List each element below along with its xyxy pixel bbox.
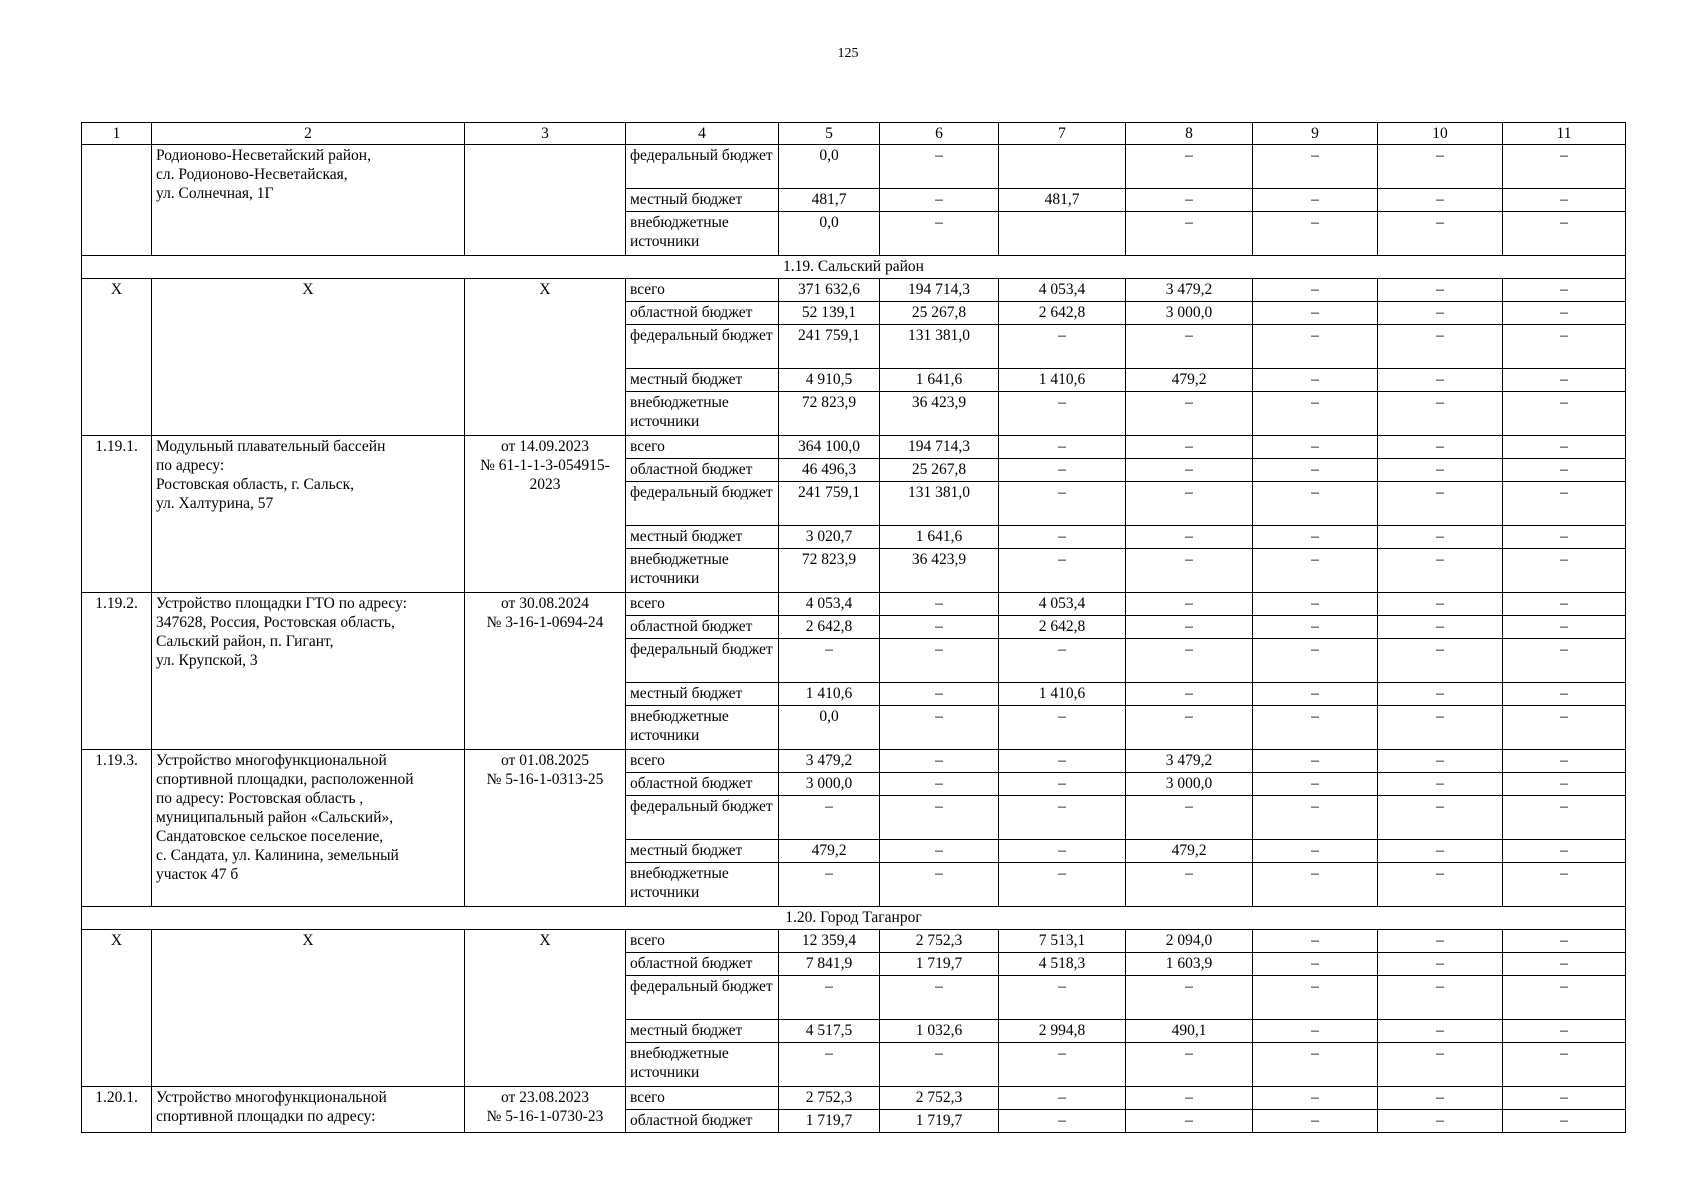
value-cell-col-6: – — [880, 145, 999, 189]
funding-source: федеральный бюджет — [626, 482, 779, 526]
value-cell-col-5: 241 759,1 — [779, 325, 880, 369]
value-cell-col-6: 131 381,0 — [880, 325, 999, 369]
value-cell-col-10: – — [1378, 189, 1503, 212]
value-cell-col-11: – — [1503, 392, 1626, 436]
header-cell-7: 7 — [999, 123, 1126, 145]
value-cell-col-7: – — [999, 773, 1126, 796]
header-cell-3: 3 — [465, 123, 626, 145]
value-cell-col-11: – — [1503, 1020, 1626, 1043]
header-cell-11: 11 — [1503, 123, 1626, 145]
value-cell-col-7: – — [999, 976, 1126, 1020]
funding-source: федеральный бюджет — [626, 639, 779, 683]
value-cell-col-10: – — [1378, 325, 1503, 369]
value-cell-col-5: 4 910,5 — [779, 369, 880, 392]
value-cell-col-6: – — [880, 840, 999, 863]
value-cell-col-10: – — [1378, 549, 1503, 593]
value-cell-col-11: – — [1503, 436, 1626, 459]
item-number — [82, 145, 152, 256]
value-cell-col-9: – — [1253, 392, 1378, 436]
value-cell-col-5: 479,2 — [779, 840, 880, 863]
value-cell-col-8: – — [1126, 482, 1253, 526]
funding-source: областной бюджет — [626, 616, 779, 639]
value-cell-col-5: – — [779, 976, 880, 1020]
funding-source: всего — [626, 1087, 779, 1110]
item-name: X — [152, 930, 465, 1087]
value-cell-col-7 — [999, 145, 1126, 189]
value-cell-col-10: – — [1378, 639, 1503, 683]
value-cell-col-11: – — [1503, 325, 1626, 369]
value-cell-col-9: – — [1253, 930, 1378, 953]
value-cell-col-11: – — [1503, 773, 1626, 796]
value-cell-col-7: 2 642,8 — [999, 616, 1126, 639]
value-cell-col-6: 25 267,8 — [880, 459, 999, 482]
funding-source: внебюджетные источники — [626, 392, 779, 436]
value-cell-col-11: – — [1503, 683, 1626, 706]
value-cell-col-5: 3 000,0 — [779, 773, 880, 796]
value-cell-col-10: – — [1378, 436, 1503, 459]
value-cell-col-9: – — [1253, 616, 1378, 639]
value-cell-col-8: – — [1126, 796, 1253, 840]
value-cell-col-6: – — [880, 796, 999, 840]
value-cell-col-9: – — [1253, 863, 1378, 907]
funding-source: местный бюджет — [626, 683, 779, 706]
funding-source: местный бюджет — [626, 1020, 779, 1043]
header-cell-2: 2 — [152, 123, 465, 145]
value-cell-col-7: – — [999, 706, 1126, 750]
value-cell-col-5: – — [779, 639, 880, 683]
item-number: X — [82, 930, 152, 1087]
value-cell-col-7: – — [999, 526, 1126, 549]
value-cell-col-11: – — [1503, 145, 1626, 189]
value-cell-col-5: 1 410,6 — [779, 683, 880, 706]
value-cell-col-11: – — [1503, 616, 1626, 639]
value-cell-col-8: – — [1126, 189, 1253, 212]
value-cell-col-6: 1 719,7 — [880, 953, 999, 976]
value-cell-col-10: – — [1378, 526, 1503, 549]
value-cell-col-6: – — [880, 706, 999, 750]
header-cell-9: 9 — [1253, 123, 1378, 145]
funding-source: областной бюджет — [626, 459, 779, 482]
value-cell-col-7: – — [999, 1087, 1126, 1110]
funding-source: всего — [626, 436, 779, 459]
funding-source: местный бюджет — [626, 526, 779, 549]
funding-source: внебюджетные источники — [626, 549, 779, 593]
value-cell-col-10: – — [1378, 369, 1503, 392]
value-cell-col-7: – — [999, 639, 1126, 683]
value-cell-col-5: 46 496,3 — [779, 459, 880, 482]
value-cell-col-10: – — [1378, 279, 1503, 302]
value-cell-col-7: – — [999, 325, 1126, 369]
funding-source: внебюджетные источники — [626, 1043, 779, 1087]
value-cell-col-7 — [999, 212, 1126, 256]
value-cell-col-6: – — [880, 863, 999, 907]
value-cell-col-9: – — [1253, 1110, 1378, 1133]
item-number: 1.19.2. — [82, 593, 152, 750]
funding-source: областной бюджет — [626, 302, 779, 325]
value-cell-col-10: – — [1378, 593, 1503, 616]
value-cell-col-7: – — [999, 1110, 1126, 1133]
value-cell-col-10: – — [1378, 1110, 1503, 1133]
value-cell-col-6: 2 752,3 — [880, 1087, 999, 1110]
value-cell-col-9: – — [1253, 683, 1378, 706]
page-number: 125 — [837, 46, 859, 61]
value-cell-col-6: – — [880, 639, 999, 683]
value-cell-col-9: – — [1253, 1087, 1378, 1110]
value-cell-col-6: 25 267,8 — [880, 302, 999, 325]
value-cell-col-8: – — [1126, 436, 1253, 459]
value-cell-col-9: – — [1253, 325, 1378, 369]
value-cell-col-9: – — [1253, 593, 1378, 616]
value-cell-col-7: – — [999, 392, 1126, 436]
value-cell-col-7: – — [999, 840, 1126, 863]
item-number: 1.20.1. — [82, 1087, 152, 1133]
section-title: 1.20. Город Таганрог — [82, 907, 1626, 930]
value-cell-col-7: 1 410,6 — [999, 369, 1126, 392]
value-cell-col-5: 3 479,2 — [779, 750, 880, 773]
value-cell-col-11: – — [1503, 1087, 1626, 1110]
funding-source: местный бюджет — [626, 189, 779, 212]
header-cell-6: 6 — [880, 123, 999, 145]
funding-source: федеральный бюджет — [626, 976, 779, 1020]
table-row — [82, 279, 1626, 302]
value-cell-col-7: – — [999, 1043, 1126, 1087]
value-cell-col-11: – — [1503, 976, 1626, 1020]
value-cell-col-9: – — [1253, 549, 1378, 593]
value-cell-col-8: 2 094,0 — [1126, 930, 1253, 953]
table-row — [82, 593, 1626, 616]
value-cell-col-11: – — [1503, 526, 1626, 549]
value-cell-col-7: – — [999, 796, 1126, 840]
section-title: 1.19. Сальский район — [82, 256, 1626, 279]
item-document: от 23.08.2023 № 5-16-1-0730-23 — [465, 1087, 626, 1133]
funding-source: местный бюджет — [626, 369, 779, 392]
value-cell-col-6: – — [880, 1043, 999, 1087]
funding-source: всего — [626, 593, 779, 616]
value-cell-col-6: – — [880, 593, 999, 616]
value-cell-col-7: 7 513,1 — [999, 930, 1126, 953]
value-cell-col-6: 1 032,6 — [880, 1020, 999, 1043]
value-cell-col-9: – — [1253, 145, 1378, 189]
value-cell-col-10: – — [1378, 840, 1503, 863]
value-cell-col-5: 364 100,0 — [779, 436, 880, 459]
value-cell-col-9: – — [1253, 302, 1378, 325]
value-cell-col-10: – — [1378, 953, 1503, 976]
value-cell-col-9: – — [1253, 526, 1378, 549]
value-cell-col-10: – — [1378, 145, 1503, 189]
value-cell-col-5: 1 719,7 — [779, 1110, 880, 1133]
item-name: Устройство многофункциональной спортивной площадки по адресу: — [152, 1087, 465, 1133]
header-cell-4: 4 — [626, 123, 779, 145]
value-cell-col-6: – — [880, 773, 999, 796]
value-cell-col-5: 12 359,4 — [779, 930, 880, 953]
value-cell-col-11: – — [1503, 212, 1626, 256]
value-cell-col-6: – — [880, 616, 999, 639]
item-name: X — [152, 279, 465, 436]
value-cell-col-10: – — [1378, 482, 1503, 526]
value-cell-col-10: – — [1378, 392, 1503, 436]
value-cell-col-8: – — [1126, 639, 1253, 683]
value-cell-col-10: – — [1378, 796, 1503, 840]
table-row — [82, 436, 1626, 459]
item-name: Родионово-Несветайский район, сл. Родионово-Несветайская, ул. Солнечная, 1Г — [152, 145, 465, 256]
funding-source: внебюджетные источники — [626, 863, 779, 907]
value-cell-col-8: – — [1126, 593, 1253, 616]
section-row — [82, 256, 1626, 279]
value-cell-col-8: – — [1126, 459, 1253, 482]
value-cell-col-8: – — [1126, 325, 1253, 369]
value-cell-col-8: – — [1126, 526, 1253, 549]
value-cell-col-7: 1 410,6 — [999, 683, 1126, 706]
value-cell-col-5: – — [779, 796, 880, 840]
section-row — [82, 907, 1626, 930]
item-name: Устройство многофункциональной спортивной площадки, расположенной по адресу: Ростовская область , муниципальный район «Сальский», Сандатовское сельское поселение, с. Сандата, ул. Калинина, земельный участок 47 б — [152, 750, 465, 907]
value-cell-col-5: 0,0 — [779, 212, 880, 256]
funding-source: всего — [626, 279, 779, 302]
value-cell-col-10: – — [1378, 212, 1503, 256]
value-cell-col-7: – — [999, 750, 1126, 773]
value-cell-col-9: – — [1253, 953, 1378, 976]
header-row — [82, 123, 1626, 145]
funding-source: внебюджетные источники — [626, 212, 779, 256]
value-cell-col-7: 4 053,4 — [999, 279, 1126, 302]
header-cell-10: 10 — [1378, 123, 1503, 145]
funding-source: внебюджетные источники — [626, 706, 779, 750]
value-cell-col-8: 479,2 — [1126, 369, 1253, 392]
header-cell-5: 5 — [779, 123, 880, 145]
value-cell-col-11: – — [1503, 750, 1626, 773]
value-cell-col-6: – — [880, 976, 999, 1020]
value-cell-col-5: 7 841,9 — [779, 953, 880, 976]
value-cell-col-7: 4 053,4 — [999, 593, 1126, 616]
value-cell-col-5: 72 823,9 — [779, 549, 880, 593]
value-cell-col-9: – — [1253, 279, 1378, 302]
value-cell-col-11: – — [1503, 863, 1626, 907]
value-cell-col-9: – — [1253, 639, 1378, 683]
value-cell-col-7: 2 642,8 — [999, 302, 1126, 325]
value-cell-col-9: – — [1253, 482, 1378, 526]
funding-source: федеральный бюджет — [626, 145, 779, 189]
item-name: Устройство площадки ГТО по адресу: 347628, Россия, Ростовская область, Сальский район, п. Гигант, ул. Крупской, 3 — [152, 593, 465, 750]
header-cell-1: 1 — [82, 123, 152, 145]
value-cell-col-10: – — [1378, 302, 1503, 325]
value-cell-col-5: 241 759,1 — [779, 482, 880, 526]
value-cell-col-10: – — [1378, 750, 1503, 773]
value-cell-col-11: – — [1503, 279, 1626, 302]
value-cell-col-9: – — [1253, 840, 1378, 863]
value-cell-col-7: 481,7 — [999, 189, 1126, 212]
value-cell-col-9: – — [1253, 189, 1378, 212]
item-document: от 30.08.2024 № 3-16-1-0694-24 — [465, 593, 626, 750]
value-cell-col-11: – — [1503, 706, 1626, 750]
value-cell-col-9: – — [1253, 459, 1378, 482]
value-cell-col-5: 2 642,8 — [779, 616, 880, 639]
value-cell-col-9: – — [1253, 212, 1378, 256]
funding-source: областной бюджет — [626, 773, 779, 796]
value-cell-col-11: – — [1503, 549, 1626, 593]
value-cell-col-10: – — [1378, 616, 1503, 639]
value-cell-col-8: – — [1126, 1110, 1253, 1133]
value-cell-col-7: – — [999, 482, 1126, 526]
value-cell-col-11: – — [1503, 639, 1626, 683]
funding-source: всего — [626, 930, 779, 953]
value-cell-col-6: – — [880, 212, 999, 256]
value-cell-col-10: – — [1378, 930, 1503, 953]
value-cell-col-5: 481,7 — [779, 189, 880, 212]
value-cell-col-6: 1 641,6 — [880, 526, 999, 549]
value-cell-col-8: – — [1126, 863, 1253, 907]
value-cell-col-10: – — [1378, 1043, 1503, 1087]
value-cell-col-6: 1 719,7 — [880, 1110, 999, 1133]
value-cell-col-8: 3 000,0 — [1126, 302, 1253, 325]
funding-source: федеральный бюджет — [626, 325, 779, 369]
value-cell-col-6: – — [880, 750, 999, 773]
item-name: Модульный плавательный бассейн по адресу: Ростовская область, г. Сальск, ул. Халтурина, 57 — [152, 436, 465, 593]
value-cell-col-6: 36 423,9 — [880, 392, 999, 436]
funding-source: областной бюджет — [626, 1110, 779, 1133]
funding-source: областной бюджет — [626, 953, 779, 976]
table-row — [82, 750, 1626, 773]
value-cell-col-5: 371 632,6 — [779, 279, 880, 302]
item-number: 1.19.3. — [82, 750, 152, 907]
funding-source: федеральный бюджет — [626, 796, 779, 840]
item-number: X — [82, 279, 152, 436]
funding-source: местный бюджет — [626, 840, 779, 863]
value-cell-col-10: – — [1378, 863, 1503, 907]
value-cell-col-7: – — [999, 549, 1126, 593]
value-cell-col-10: – — [1378, 459, 1503, 482]
value-cell-col-7: – — [999, 436, 1126, 459]
value-cell-col-8: 490,1 — [1126, 1020, 1253, 1043]
table-row — [82, 1087, 1626, 1110]
value-cell-col-10: – — [1378, 773, 1503, 796]
value-cell-col-8: – — [1126, 976, 1253, 1020]
value-cell-col-7: 2 994,8 — [999, 1020, 1126, 1043]
header-cell-8: 8 — [1126, 123, 1253, 145]
value-cell-col-11: – — [1503, 482, 1626, 526]
value-cell-col-10: – — [1378, 1020, 1503, 1043]
value-cell-col-11: – — [1503, 1043, 1626, 1087]
value-cell-col-8: – — [1126, 212, 1253, 256]
value-cell-col-8: 3 479,2 — [1126, 750, 1253, 773]
value-cell-col-8: – — [1126, 1087, 1253, 1110]
value-cell-col-5: 4 517,5 — [779, 1020, 880, 1043]
value-cell-col-11: – — [1503, 369, 1626, 392]
value-cell-col-9: – — [1253, 796, 1378, 840]
value-cell-col-11: – — [1503, 189, 1626, 212]
value-cell-col-7: – — [999, 863, 1126, 907]
value-cell-col-6: – — [880, 683, 999, 706]
value-cell-col-9: – — [1253, 436, 1378, 459]
value-cell-col-9: – — [1253, 369, 1378, 392]
item-document — [465, 145, 626, 256]
value-cell-col-5: 3 020,7 — [779, 526, 880, 549]
value-cell-col-6: 194 714,3 — [880, 279, 999, 302]
value-cell-col-10: – — [1378, 976, 1503, 1020]
value-cell-col-6: 194 714,3 — [880, 436, 999, 459]
value-cell-col-10: – — [1378, 706, 1503, 750]
funding-source: всего — [626, 750, 779, 773]
value-cell-col-5: 72 823,9 — [779, 392, 880, 436]
value-cell-col-8: 3 479,2 — [1126, 279, 1253, 302]
value-cell-col-8: – — [1126, 392, 1253, 436]
value-cell-col-6: – — [880, 189, 999, 212]
item-document: от 01.08.2025 № 5-16-1-0313-25 — [465, 750, 626, 907]
value-cell-col-9: – — [1253, 706, 1378, 750]
value-cell-col-9: – — [1253, 773, 1378, 796]
item-document: X — [465, 279, 626, 436]
value-cell-col-5: 4 053,4 — [779, 593, 880, 616]
value-cell-col-6: 131 381,0 — [880, 482, 999, 526]
value-cell-col-8: – — [1126, 145, 1253, 189]
value-cell-col-8: – — [1126, 549, 1253, 593]
value-cell-col-8: – — [1126, 616, 1253, 639]
value-cell-col-11: – — [1503, 593, 1626, 616]
value-cell-col-6: 36 423,9 — [880, 549, 999, 593]
table-row — [82, 145, 1626, 189]
value-cell-col-5: 2 752,3 — [779, 1087, 880, 1110]
value-cell-col-11: – — [1503, 1110, 1626, 1133]
value-cell-col-7: – — [999, 459, 1126, 482]
value-cell-col-11: – — [1503, 302, 1626, 325]
value-cell-col-8: – — [1126, 706, 1253, 750]
value-cell-col-9: – — [1253, 750, 1378, 773]
value-cell-col-8: 3 000,0 — [1126, 773, 1253, 796]
value-cell-col-10: – — [1378, 1087, 1503, 1110]
value-cell-col-9: – — [1253, 976, 1378, 1020]
value-cell-col-11: – — [1503, 930, 1626, 953]
value-cell-col-11: – — [1503, 796, 1626, 840]
value-cell-col-8: 1 603,9 — [1126, 953, 1253, 976]
value-cell-col-6: 2 752,3 — [880, 930, 999, 953]
value-cell-col-10: – — [1378, 683, 1503, 706]
value-cell-col-5: 0,0 — [779, 706, 880, 750]
budget-table — [81, 122, 1626, 1133]
value-cell-col-5: – — [779, 863, 880, 907]
item-number: 1.19.1. — [82, 436, 152, 593]
value-cell-col-9: – — [1253, 1043, 1378, 1087]
value-cell-col-5: 52 139,1 — [779, 302, 880, 325]
value-cell-col-7: 4 518,3 — [999, 953, 1126, 976]
value-cell-col-8: 479,2 — [1126, 840, 1253, 863]
value-cell-col-9: – — [1253, 1020, 1378, 1043]
value-cell-col-5: – — [779, 1043, 880, 1087]
value-cell-col-8: – — [1126, 1043, 1253, 1087]
value-cell-col-11: – — [1503, 953, 1626, 976]
value-cell-col-11: – — [1503, 840, 1626, 863]
value-cell-col-8: – — [1126, 683, 1253, 706]
item-document: X — [465, 930, 626, 1087]
value-cell-col-5: 0,0 — [779, 145, 880, 189]
value-cell-col-6: 1 641,6 — [880, 369, 999, 392]
item-document: от 14.09.2023 № 61-1-1-3-054915- 2023 — [465, 436, 626, 593]
value-cell-col-11: – — [1503, 459, 1626, 482]
table-row — [82, 930, 1626, 953]
